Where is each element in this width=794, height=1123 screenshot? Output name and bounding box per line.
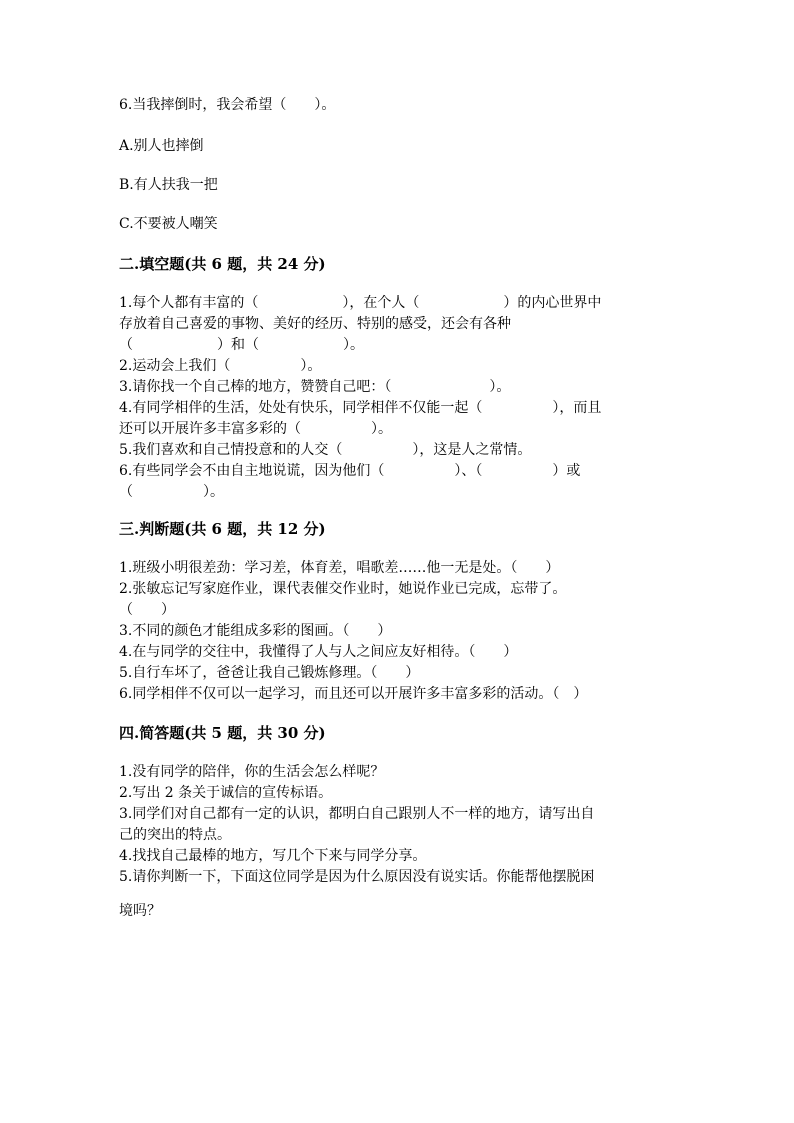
fill-line: 3.请你找一个自己棒的地方，赞赞自己吧：（ ）。 xyxy=(119,379,511,395)
question-6: 6.当我摔倒时，我会希望（ ）。 xyxy=(119,97,336,113)
answer-line: 2.写出 2 条关于诚信的宣传标语。 xyxy=(119,785,333,801)
section-heading-true-false: 三.判断题(共 6 题，共 12 分) xyxy=(119,520,326,538)
fill-line: 2.运动会上我们（ ）。 xyxy=(119,358,322,374)
answer-line: 3.同学们对自己都有一定的认识，都明白自己跟别人不一样的地方，请写出自 xyxy=(119,806,595,822)
judge-line: 1.班级小明很差劲：学习差，体育差，唱歌差……他一无是处。（ ） xyxy=(119,560,560,576)
judge-line: 5.自行车坏了，爸爸让我自己锻炼修理。（ ） xyxy=(119,665,420,681)
fill-line: 存放着自己喜爱的事物、美好的经历、特别的感受，还会有各种 xyxy=(119,316,511,332)
fill-line: 还可以开展许多丰富多彩的（ ）。 xyxy=(119,421,392,437)
answer-line: 境吗？ xyxy=(119,903,161,919)
answer-line: 5.请你判断一下，下面这位同学是因为什么原因没有说实话。你能帮他摆脱困 xyxy=(119,869,595,885)
fill-line: （ ）和（ ）。 xyxy=(119,337,364,353)
answer-line: 1.没有同学的陪伴，你的生活会怎么样呢？ xyxy=(119,764,385,780)
judge-line: 2.张敏忘记写家庭作业，课代表催交作业时，她说作业已完成，忘带了。 xyxy=(119,581,567,597)
option-c: C.不要被人嘲笑 xyxy=(119,216,218,232)
fill-line: 4.有同学相伴的生活，处处有快乐，同学相伴不仅能一起（ ），而且 xyxy=(119,400,602,416)
judge-line: 4.在与同学的交往中，我懂得了人与人之间应友好相待。（ ） xyxy=(119,644,518,660)
fill-line: （ ）。 xyxy=(119,484,224,500)
section-heading-short-answer: 四.简答题(共 5 题，共 30 分) xyxy=(119,724,326,742)
judge-line: 6.同学相伴不仅可以一起学习，而且还可以开展许多丰富多彩的活动。（ ） xyxy=(119,686,588,702)
judge-line: （ ） xyxy=(119,602,175,618)
answer-line: 己的突出的特点。 xyxy=(119,827,231,843)
answer-line: 4.找找自己最棒的地方，写几个下来与同学分享。 xyxy=(119,848,427,864)
fill-line: 1.每个人都有丰富的（ ），在个人（ ）的内心世界中 xyxy=(119,295,602,311)
option-b: B.有人扶我一把 xyxy=(119,177,218,193)
option-a: A.别人也摔倒 xyxy=(119,138,204,154)
fill-line: 5.我们喜欢和自己情投意和的人交（ ），这是人之常情。 xyxy=(119,442,532,458)
judge-line: 3.不同的颜色才能组成多彩的图画。（ ） xyxy=(119,623,392,639)
fill-line: 6.有些同学会不由自主地说谎，因为他们（ ）、（ ）或 xyxy=(119,463,581,479)
section-heading-fill-in: 二.填空题(共 6 题，共 24 分) xyxy=(119,255,326,273)
